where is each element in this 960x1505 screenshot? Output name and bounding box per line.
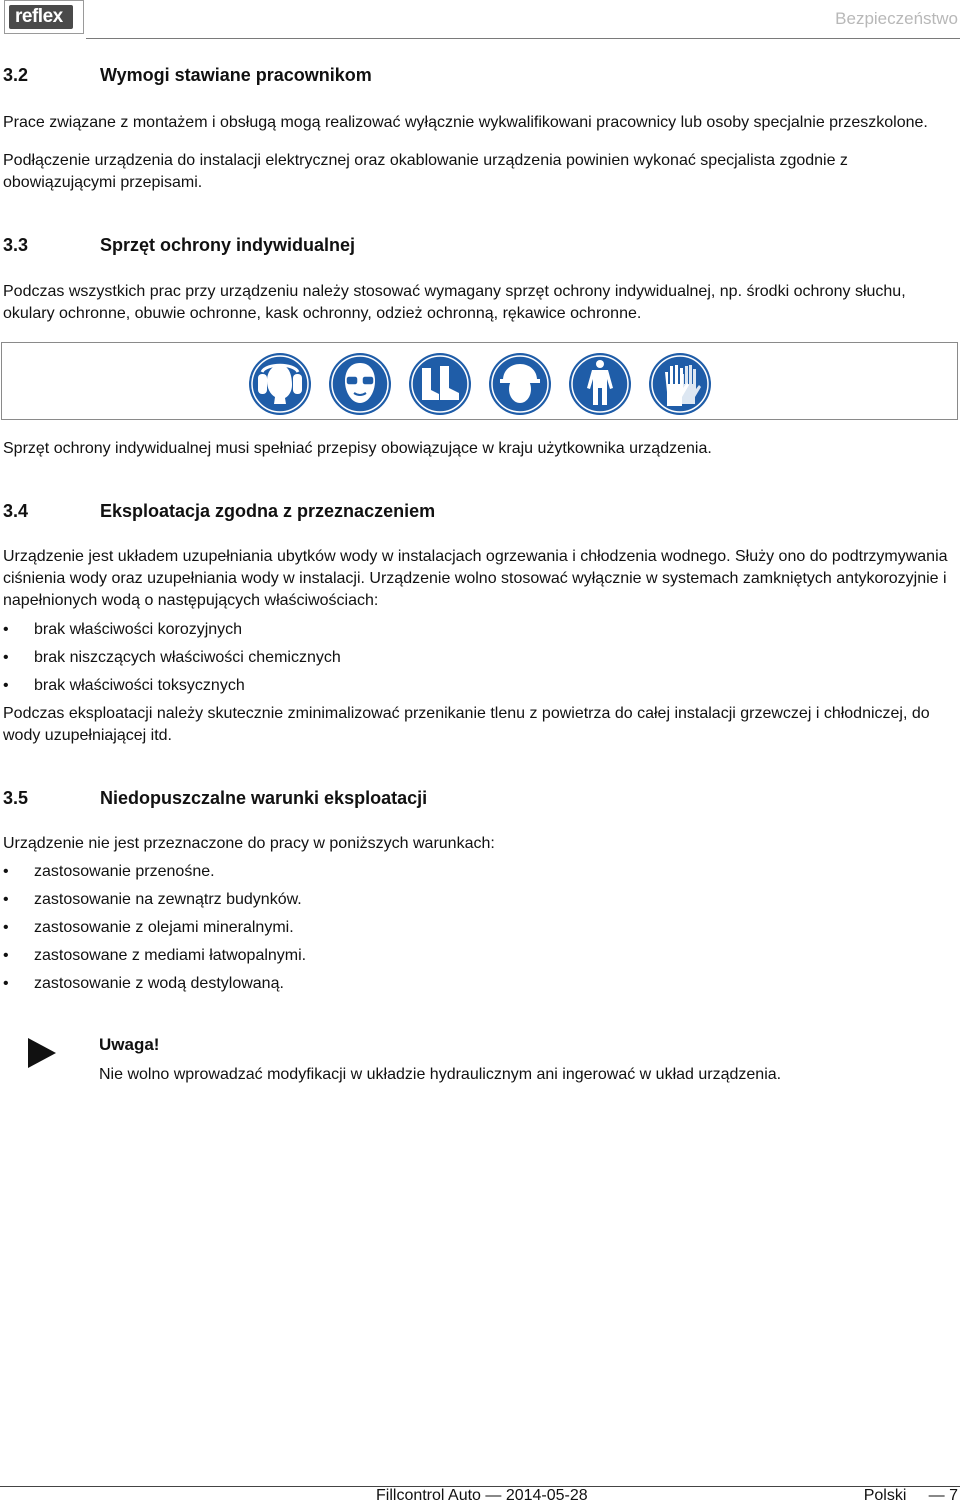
ppe-icon-strip [1,342,958,420]
paragraph: Prace związane z montażem i obsługą mogą realizować wyłącznie wykwalifikowani pracownicy lub osoby specjalnie przeszkolone. [3,114,928,131]
safety-helmet-icon [488,352,552,416]
section-heading-3-3 [3,235,903,259]
section-title: Sprzęt ochrony indywidualnej [100,235,356,255]
footer-product: Fillcontrol Auto — 2014-05-28 [376,1487,588,1504]
list-item: • brak niszczących właściwości chemicznych [3,649,341,666]
section-heading-3-4 [3,501,903,525]
section-title: Niedopuszczalne warunki eksploatacji [100,788,428,808]
page-number: — 7 [928,1487,958,1504]
list-item: • brak właściwości korozyjnych [3,621,243,638]
paragraph: Podczas eksploatacji należy skutecznie zminimalizować przenikanie tlenu z powietrza do całej instalacji grzewczej i chłodniczej, do wody uzupełniającej itd. [3,705,930,744]
notice-title: Uwaga! [99,1035,160,1054]
safety-goggles-icon [328,352,392,416]
section-number: 3.5 [3,788,29,808]
notice-text: Nie wolno wprowadzać modyfikacji w układzie hydraulicznym ani ingerować w układ urządzenia. [99,1066,782,1083]
hearing-protection-icon [248,352,312,416]
section-title: Wymogi stawiane pracownikom [100,65,372,85]
list-item: • zastosowanie przenośne. [3,863,215,880]
list-item: • zastosowane z mediami łatwopalnymi. [3,947,307,964]
logo [4,0,84,34]
header-divider [86,38,960,39]
safety-boots-icon [408,352,472,416]
section-number: 3.3 [3,235,29,255]
list-item: • brak właściwości toksycznych [3,677,245,694]
footer-page-info [864,1487,958,1505]
paragraph: Sprzęt ochrony indywidualnej musi spełniać przepisy obowiązujące w kraju użytkownika urządzenia. [3,440,712,457]
paragraph: Urządzenie jest układem uzupełniania ubytków wody w instalacjach ogrzewania i chłodzenia wodnego. Służy ono do podtrzymywania ciśnienia wody oraz uzupełniania wody w instalacji. Urządzenie wolno stosować wyłącznie w systemach zamkniętych antykorozyjnie i napełnionych wodą o następujących właściwościach: [3,548,948,609]
header-section-name: Bezpieczeństwo [835,9,958,28]
protective-clothing-icon [568,352,632,416]
section-title: Eksploatacja zgodna z przeznaczeniem [100,501,436,521]
logo-text: reflex [15,6,63,27]
play-arrow-icon [27,1037,57,1069]
paragraph: Podczas wszystkich prac przy urządzeniu należy stosować wymagany sprzęt ochrony indywidualnej, np. środki ochrony słuchu, okulary ochronne, obuwie ochronne, kask ochronny, odzież ochronną, rękawice ochronne. [3,283,906,322]
section-number: 3.4 [3,501,29,521]
protective-gloves-icon [648,352,712,416]
list-item: • zastosowanie na zewnątrz budynków. [3,891,302,908]
list-item: • zastosowanie z olejami mineralnymi. [3,919,294,936]
section-heading-3-2 [3,65,903,89]
section-number: 3.2 [3,65,29,85]
list-item: • zastosowanie z wodą destylowaną. [3,975,284,992]
paragraph: Podłączenie urządzenia do instalacji elektrycznej oraz okablowanie urządzenia powinien wykonać specjalista zgodnie z obowiązującymi przepisami. [3,152,848,191]
section-heading-3-5 [3,788,903,812]
footer-language: Polski [863,1487,907,1504]
paragraph: Urządzenie nie jest przeznaczone do pracy w poniższych warunkach: [3,835,495,852]
